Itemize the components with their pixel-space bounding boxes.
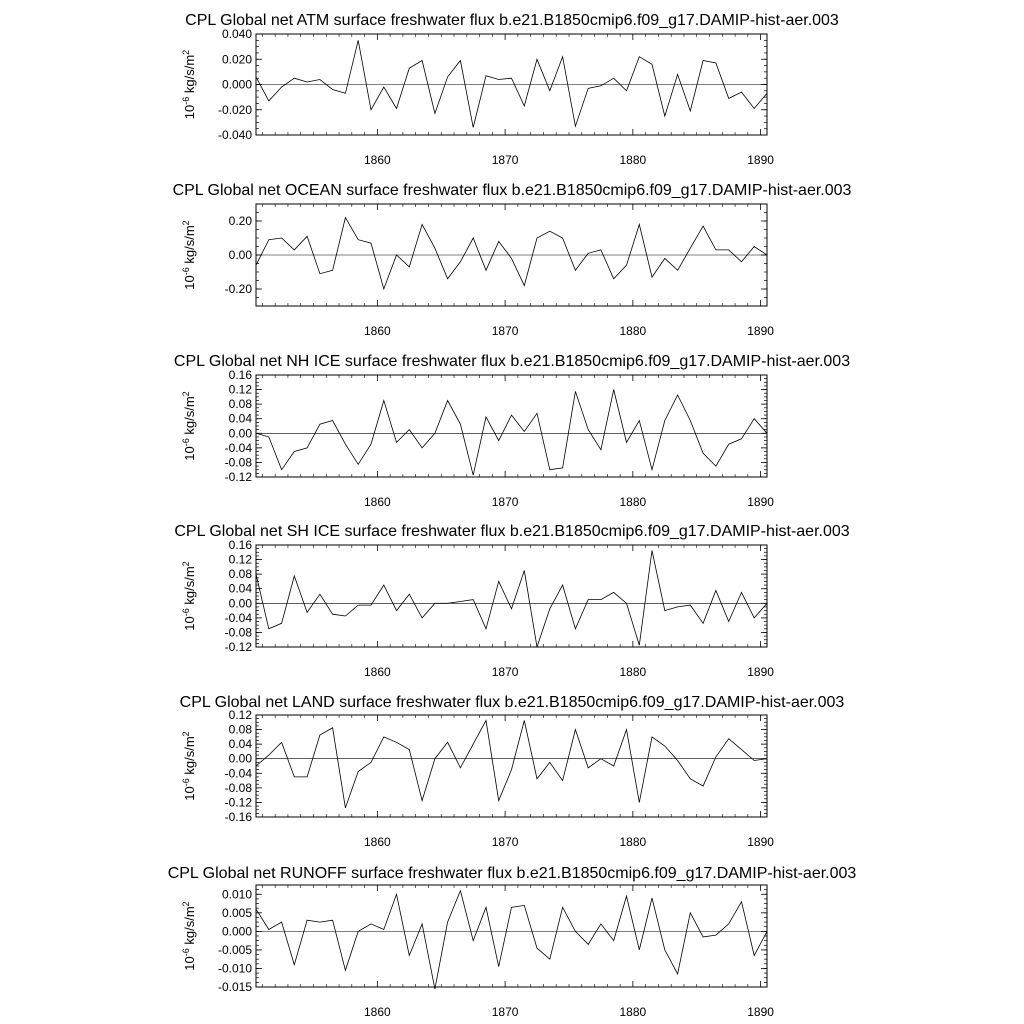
panel-5 xyxy=(180,694,845,849)
x-tick-label: 1890 xyxy=(747,495,774,509)
y-tick-label: 0.04 xyxy=(228,411,252,426)
y-tick-label: -0.12 xyxy=(224,795,252,810)
y-tick-label: -0.015 xyxy=(217,980,252,994)
series-line xyxy=(256,218,767,289)
y-tick-label: 0.16 xyxy=(228,368,252,382)
panel-title: CPL Global net OCEAN surface freshwater flux b.e21.B1850cmip6.f09_g17.DAMIP-hist-aer.003 xyxy=(172,182,852,199)
y-tick-label: 0.12 xyxy=(228,552,252,567)
y-tick-label: -0.08 xyxy=(224,455,252,470)
panel-1 xyxy=(181,12,839,167)
panel-title: CPL Global net RUNOFF surface freshwater flux b.e21.B1850cmip6.f09_g17.DAMIP-hist-aer.003 xyxy=(167,865,857,882)
y-tick-label: -0.005 xyxy=(217,942,252,957)
y-tick-label: -0.08 xyxy=(224,780,252,795)
panel-title: CPL Global net NH ICE surface freshwater flux b.e21.B1850cmip6.f09_g17.DAMIP-hist-aer.003 xyxy=(173,353,851,370)
y-tick-label: -0.04 xyxy=(224,766,252,781)
y-tick-label: 0.005 xyxy=(221,905,252,920)
x-tick-label: 1890 xyxy=(747,153,774,167)
x-tick-label: 1880 xyxy=(619,665,647,679)
y-tick-label: -0.12 xyxy=(224,470,252,484)
y-tick-label: 0.020 xyxy=(221,52,252,67)
y-tick-label: -0.08 xyxy=(224,625,252,640)
y-tick-label: -0.040 xyxy=(217,128,252,142)
y-tick-label: -0.16 xyxy=(224,810,252,824)
panel-title: CPL Global net LAND surface freshwater flux b.e21.B1850cmip6.f09_g17.DAMIP-hist-aer.003 xyxy=(179,694,845,711)
series-line xyxy=(256,551,767,648)
panel-6 xyxy=(168,865,857,1019)
y-tick-label: 0.08 xyxy=(228,567,252,582)
panel-title: CPL Global net SH ICE surface freshwater flux b.e21.B1850cmip6.f09_g17.DAMIP-hist-aer.003 xyxy=(174,523,850,540)
x-tick-label: 1890 xyxy=(747,1005,774,1019)
x-tick-label: 1880 xyxy=(619,324,647,338)
y-tick-label: -0.20 xyxy=(224,282,252,296)
y-tick-label: 0.00 xyxy=(228,426,252,441)
panel-4 xyxy=(174,523,849,679)
y-tick-label: 0.08 xyxy=(228,397,252,412)
panel-2 xyxy=(173,182,852,338)
panel-3 xyxy=(174,353,850,509)
y-axis-label: $10^{-6}$ $kg/s/m^2$ xyxy=(181,901,197,971)
x-tick-label: 1870 xyxy=(491,495,519,509)
x-tick-label: 1860 xyxy=(364,835,391,849)
y-tick-label: 0.040 xyxy=(221,27,252,41)
y-tick-label: 0.04 xyxy=(228,737,252,752)
y-axis-label: $10^{-6}$ $kg/s/m^2$ xyxy=(181,561,197,631)
y-tick-label: -0.04 xyxy=(224,440,252,455)
x-tick-label: 1860 xyxy=(364,1005,391,1019)
y-tick-label: 0.08 xyxy=(228,722,252,737)
y-tick-label: -0.010 xyxy=(217,961,252,976)
series-line xyxy=(256,40,767,127)
x-tick-label: 1870 xyxy=(491,324,519,338)
y-axis-label: $10^{-6}$ $kg/s/m^2$ xyxy=(181,391,197,461)
y-tick-label: -0.04 xyxy=(224,610,252,625)
y-tick-label: 0.20 xyxy=(228,214,252,228)
y-tick-label: 0.00 xyxy=(228,751,252,766)
y-axis-label: $10^{-6}$ $kg/s/m^2$ xyxy=(181,731,197,801)
series-line xyxy=(256,390,767,476)
plot-frame xyxy=(256,885,767,987)
y-tick-label: 0.04 xyxy=(228,581,252,596)
x-tick-label: 1880 xyxy=(619,1005,647,1019)
x-tick-label: 1890 xyxy=(747,324,774,338)
y-tick-label: 0.12 xyxy=(228,382,252,397)
y-tick-label: 0.16 xyxy=(228,538,252,552)
plot-frame xyxy=(256,545,767,647)
y-tick-label: 0.000 xyxy=(221,77,252,92)
x-tick-label: 1890 xyxy=(747,665,774,679)
x-tick-label: 1860 xyxy=(364,495,391,509)
y-axis-label: $10^{-6}$ $kg/s/m^2$ xyxy=(181,49,197,120)
x-tick-label: 1870 xyxy=(491,665,519,679)
x-tick-label: 1860 xyxy=(364,324,391,338)
y-tick-label: 0.00 xyxy=(228,248,252,262)
x-tick-label: 1880 xyxy=(619,153,647,167)
series-line xyxy=(256,721,767,808)
x-tick-label: 1890 xyxy=(747,835,774,849)
x-tick-label: 1880 xyxy=(619,835,647,849)
x-tick-label: 1860 xyxy=(364,153,391,167)
x-tick-label: 1870 xyxy=(491,835,519,849)
panel-title: CPL Global net ATM surface freshwater flux b.e21.B1850cmip6.f09_g17.DAMIP-hist-aer.003 xyxy=(185,12,839,29)
y-tick-label: 0.000 xyxy=(221,924,252,939)
x-tick-label: 1870 xyxy=(491,153,519,167)
y-tick-label: -0.12 xyxy=(224,640,252,654)
series-line xyxy=(256,891,767,989)
x-tick-label: 1870 xyxy=(491,1005,519,1019)
y-tick-label: 0.12 xyxy=(228,708,252,722)
plot-frame xyxy=(256,375,767,477)
y-tick-label: -0.020 xyxy=(217,102,252,117)
y-tick-label: 0.00 xyxy=(228,596,252,611)
y-axis-label: $10^{-6}$ $kg/s/m^2$ xyxy=(181,220,197,290)
y-tick-label: 0.010 xyxy=(221,887,252,902)
x-tick-label: 1860 xyxy=(364,665,391,679)
x-tick-label: 1880 xyxy=(619,495,647,509)
